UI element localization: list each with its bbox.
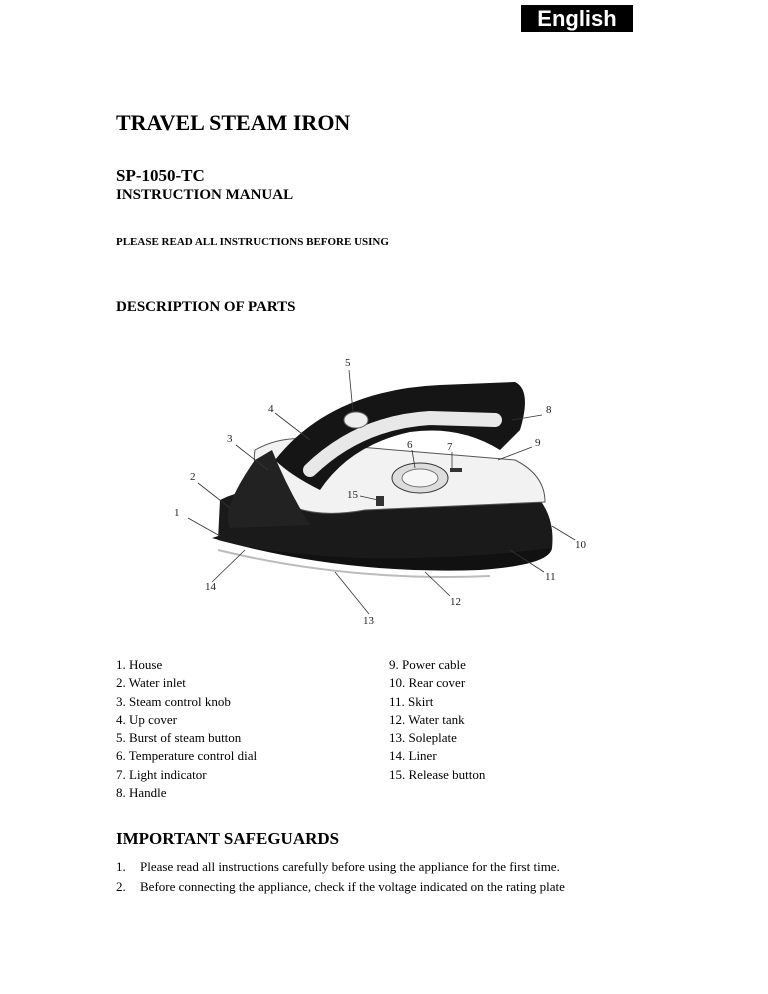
part-item: 7. Light indicator: [116, 766, 207, 782]
safeguard-number: 1.: [116, 859, 126, 874]
language-badge: English: [521, 5, 633, 32]
callout-1: 1: [174, 507, 180, 519]
part-item: 14. Liner: [389, 748, 437, 764]
callout-11: 11: [545, 571, 556, 583]
part-item: 10. Rear cover: [389, 675, 466, 691]
burst-button-shape: [344, 412, 368, 428]
parts-heading: DESCRIPTION OF PARTS: [116, 299, 296, 315]
document-title: TRAVEL STEAM IRON: [116, 110, 351, 135]
callout-6: 6: [407, 439, 413, 451]
part-item: 12. Water tank: [389, 711, 465, 727]
part-item: 2. Water inlet: [116, 675, 186, 691]
safeguard-number: 2.: [116, 879, 126, 894]
part-item: 4. Up cover: [116, 711, 178, 727]
part-item: 3. Steam control knob: [116, 693, 231, 709]
part-item: 13. Soleplate: [389, 730, 457, 746]
callout-9: 9: [535, 437, 541, 449]
model-number: SP-1050-TC: [116, 166, 205, 185]
callout-10: 10: [575, 539, 586, 551]
callout-7: 7: [447, 441, 453, 453]
callout-12: 12: [450, 596, 461, 608]
callout-15: 15: [347, 489, 358, 501]
safeguard-text: Before connecting the appliance, check if the voltage indicated on the rating plate: [140, 879, 565, 894]
release-button-shape: [376, 496, 384, 506]
part-item: 6. Temperature control dial: [116, 748, 258, 764]
callout-13: 13: [363, 615, 374, 627]
part-item: 9. Power cable: [389, 657, 466, 672]
part-item: 5. Burst of steam button: [116, 730, 242, 746]
callout-5: 5: [345, 357, 351, 369]
parts-list-right: [389, 656, 485, 784]
iron-diagram: [160, 350, 610, 640]
callout-3: 3: [227, 433, 233, 445]
parts-list-left: [116, 656, 257, 802]
callout-8: 8: [546, 404, 552, 416]
callout-4: 4: [268, 403, 274, 415]
part-item: 11. Skirt: [389, 693, 434, 709]
safeguard-text: Please read all instructions carefully before using the appliance for the first time.: [140, 859, 560, 874]
safeguard-item: [116, 877, 716, 897]
safeguards-heading: IMPORTANT SAFEGUARDS: [116, 829, 340, 848]
part-item: 15. Release button: [389, 766, 486, 782]
read-notice: PLEASE READ ALL INSTRUCTIONS BEFORE USING: [116, 236, 389, 248]
safeguard-item: [116, 857, 716, 877]
indicator-light-shape: [450, 468, 462, 472]
manual-heading: INSTRUCTION MANUAL: [116, 187, 294, 203]
callout-14: 14: [205, 581, 216, 593]
safeguards-list: [116, 857, 716, 897]
part-item: 1. House: [116, 657, 163, 672]
callout-2: 2: [190, 471, 196, 483]
part-item: 8. Handle: [116, 785, 167, 801]
